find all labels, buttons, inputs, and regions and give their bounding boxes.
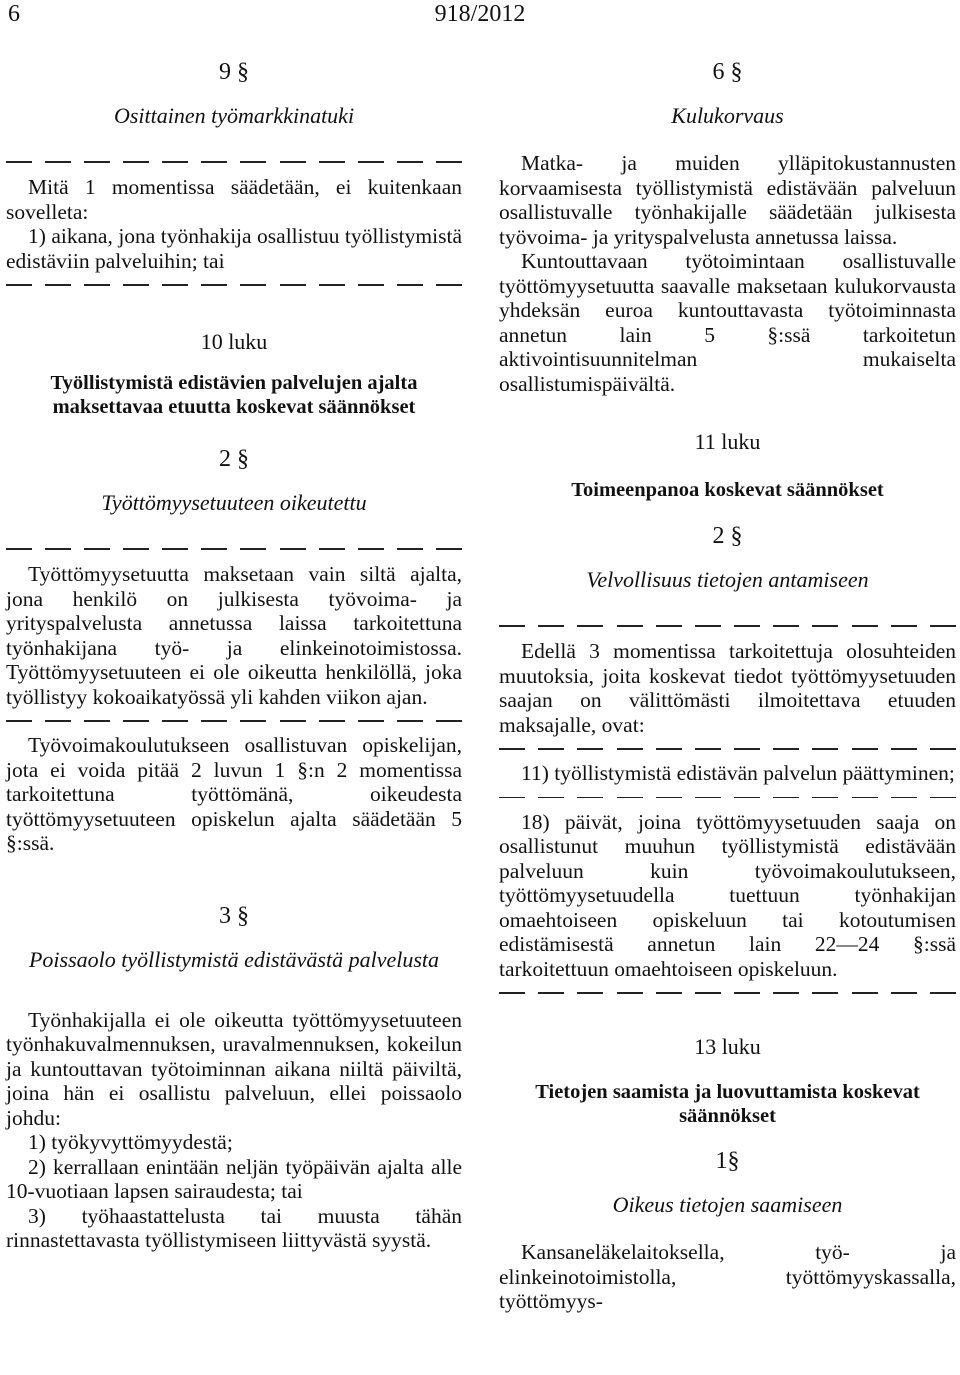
omission-dashes [6,273,462,297]
list-item: 11) työllistymistä edistävän palvelun päättyminen; [521,761,955,785]
omission-dashes [499,737,956,761]
section-title: Kulukorvaus [671,103,784,128]
section-number: 2 § [219,446,249,472]
section-number: 9 § [219,59,249,85]
list-item: 1) aikana, jona työnhakija osallistuu työllistymistä edistäviin palveluihin; tai [6,224,462,273]
paragraph: Työnhakijalla ei ole oikeutta työttömyysetuuteen työnhakuvalmennuksen, uravalmennuksen, kokeilun ja kuntouttavan työtoiminnan aikana niiltä päiviltä, joina hän ei osallistu palveluun, ellei poissaolo johdu: [6,1007,462,1130]
list-item: 18) päivät, joina työttömyysetuuden saaja on osallistunut muuhun työllistymistä edistävään palveluun kuin työvoimakoulutukseen, työttömyysetuudella tuettuun työnhakijan omaehtoiseen opiskeluun tai kotoutumisen edistämisestä annetun lain 22—24 §:ssä tarkoitettuun omaehtoiseen opiskeluun. [499,809,956,981]
section-number: 1§ [715,1148,740,1174]
omission-dashes [6,709,462,733]
section-number: 6 § [712,59,743,85]
left-column [6,55,462,1253]
section-title: Velvollisuus tietojen antamiseen [586,567,869,592]
journal-number: 918/2012 [434,1,526,27]
section-title: Työttömyysetuuteen oikeutettu [101,490,367,515]
paragraph: Työvoimakoulutukseen osallistuvan opiskelijan, jota ei voida pitää 2 luvun 1 §:n 2 momentissa tarkoitettuna työttömänä, oikeudesta työttömyysetuuteen opiskelun ajalta säädetään 5 §:ssä. [6,733,462,855]
omission-dashes [499,614,956,638]
paragraph: Kansaneläkelaitoksella, työ- ja elinkeinotoimistolla, työttömyyskassalla, työttömyys- [499,1240,956,1313]
section-number: 2 § [712,523,743,549]
list-item: 3) työhaastattelusta tai muusta tähän rinnastettavasta työllistymiseen liittyvästä syystä. [6,1203,462,1252]
omission-dashes [6,537,462,561]
list-item: 2) kerrallaan enintään neljän työpäivän ajalta alle 10-vuotiaan lapsen sairaudesta; tai [6,1154,462,1203]
section-title: Poissaolo työllistymistä edistävästä palvelusta [28,946,440,972]
chapter-title: Työllistymistä edistävien palvelujen ajalta maksettavaa etuutta koskevat säännökset [50,372,418,418]
right-column [499,55,956,1314]
list-item: 1) työkyvyttömyydestä; [28,1130,233,1154]
section-title: Oikeus tietojen saamiseen [612,1192,843,1217]
paragraph: Työttömyysetuutta maksetaan vain siltä ajalta, jona henkilö on julkisesta työvoima- ja yrityspalvelusta annetussa laissa tarkoitettuna työnhakijana työ- ja elinkeinotoimistossa. Työttömyysetuuteen ei ole oikeutta henkilöllä, joka työllistyy kokoaikatyössä yli kahden viikon ajan. [6,562,462,709]
paragraph: Mitä 1 momentissa säädetään, ei kuitenkaan sovelleta: [6,175,462,224]
chapter-number: 11 luku [694,429,761,454]
omission-dashes [499,786,956,810]
chapter-title: Toimeenpanoa koskevat säännökset [571,479,884,501]
chapter-number: 10 luku [200,329,268,354]
section-title: Osittainen työmarkkinatuki [113,103,355,128]
paragraph: Matka- ja muiden ylläpitokustannusten korvaamisesta työllistymistä edistävään palveluun osallistuvalle työnhakijalle säädetään julkisesta työvoima- ja yrityspalvelusta annetussa laissa. [499,151,956,249]
omission-dashes [6,150,462,174]
page-number: 6 [8,1,20,27]
chapter-title: Tietojen saamista ja luovuttamista koskevat säännökset [535,1081,920,1127]
section-number: 3 § [219,902,249,929]
omission-dashes [499,981,956,1005]
paragraph: Kuntouttavaan työtoimintaan osallistuvalle työttömyysetuutta saavalle maksetaan kulukorvausta yhdeksän euroa kuntouttavasta työtoiminnasta annetun lain 5 §:ssä tarkoitetun aktivointisuunnitelman mukaiselta osallistumispäivältä. [499,249,956,396]
paragraph: Edellä 3 momentissa tarkoitettuja olosuhteiden muutoksia, joita koskevat tiedot työttömyysetuuden saajan on välittömästi ilmoitettava etuuden maksajalle, ovat: [499,639,956,737]
page-header [0,0,960,28]
chapter-number: 13 luku [694,1034,761,1059]
